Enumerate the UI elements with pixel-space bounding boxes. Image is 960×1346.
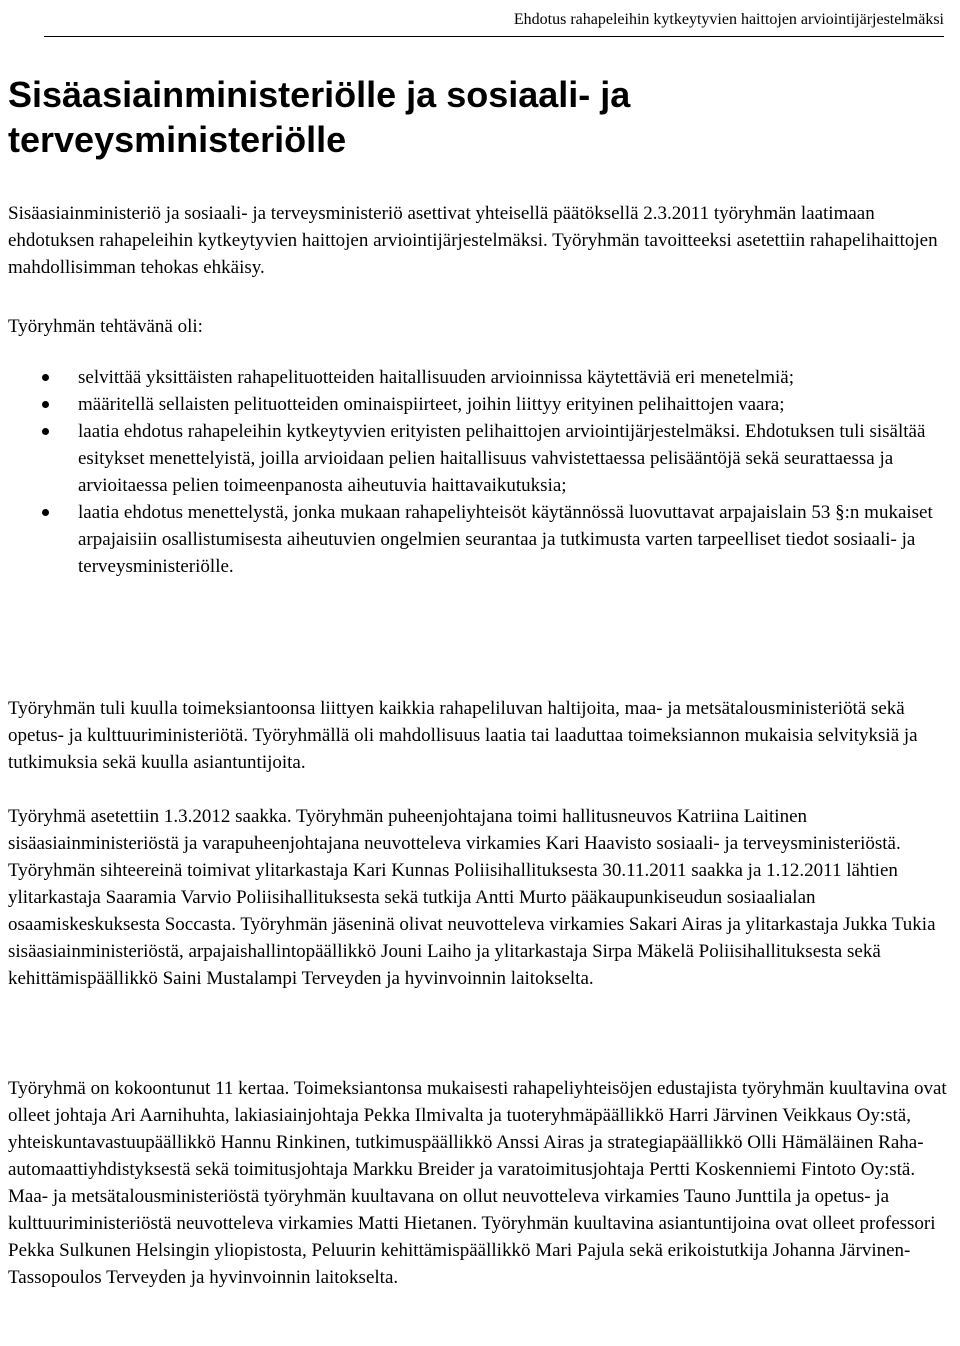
bullet-icon	[42, 509, 49, 516]
task-text: selvittää yksittäisten rahapelituotteiden haitallisuuden arvioinnissa käytettäviä eri menetelmiä;	[78, 367, 794, 388]
running-header: Ehdotus rahapeleihin kytkeytyvien haittojen arviointijärjestelmäksi	[44, 8, 944, 37]
list-item	[0, 391, 948, 418]
bullet-icon	[42, 401, 49, 408]
list-item	[0, 418, 948, 499]
intro-paragraph: Sisäasiainministeriö ja sosiaali- ja terveysministeriö asettivat yhteisellä päätöksellä 2.3.2011 työryhmän laatimaan ehdotuksen rahapeleihin kytkeytyvien haittojen arviointijärjestelmäksi. Työryhmän tavoitteeksi asetettiin rahapelihaittojen mahdollisimman tehokas ehkäisy.	[8, 203, 938, 278]
tasks-lead: Työryhmän tehtävänä oli:	[8, 316, 203, 337]
meetings-paragraph: Työryhmä on kokoontunut 11 kertaa. Toimeksiantonsa mukaisesti rahapeliyhteisöjen edustajista työryhmän kuultavina ovat olleet johtaja Ari Aarnihuhta, lakiasiainjohtaja Pekka Ilmivalta ja tuoteryhmäpäällikkö Harri Järvinen Veikkaus Oy:stä, yhteiskuntavastuupäällikkö Hannu Rinkinen, tutkimuspäällikkö Anssi Airas ja strategiapäällikkö Olli Hämäläinen Raha-automaattiyhdistyksestä sekä toimitusjohtaja Markku Breider ja varatoimitusjohtaja Pertti Koskenniemi Fintoto Oy:stä. Maa- ja metsätalousministeriöstä työryhmän kuultavana on ollut neuvotteleva virkamies Tauno Junttila ja opetus- ja kulttuuriministeriöstä neuvotteleva virkamies Matti Hietanen. Työryhmän kuultavina asiantuntijoina ovat olleet professori Pekka Sulkunen Helsingin yliopistosta, Peluurin kehittämispäällikkö Mari Pajula sekä erikoistutkija Johanna Järvinen-Tassopoulos Terveyden ja hyvinvoinnin laitokselta.	[8, 1078, 947, 1288]
page-title: Sisäasiainministeriölle ja sosiaali- ja terveysministeriölle	[8, 74, 631, 160]
list-item	[0, 364, 948, 391]
consultation-paragraph: Työryhmän tuli kuulla toimeksiantoonsa liittyen kaikkia rahapeliluvan haltijoita, maa- ja metsätalousministeriötä sekä opetus- ja kulttuuriministeriötä. Työryhmällä oli mahdollisuus laatia tai laaduttaa toimeksiannon mukaisia selvityksiä ja tutkimuksia sekä kuulla asiantuntijoita.	[8, 698, 918, 773]
task-text: määritellä sellaisten pelituotteiden ominaispiirteet, joihin liittyy erityinen pelihaittojen vaara;	[78, 394, 785, 415]
bullet-icon	[42, 428, 49, 435]
composition-paragraph: Työryhmä asetettiin 1.3.2012 saakka. Työryhmän puheenjohtajana toimi hallitusneuvos Katriina Laitinen sisäasiainministeriöstä ja varapuheenjohtajana neuvotteleva virkamies Kari Haavisto sosiaali- ja terveysministeriöstä. Työryhmän sihteereinä toimivat ylitarkastaja Kari Kunnas Poliisihallituksesta 30.11.2011 saakka ja 1.12.2011 lähtien ylitarkastaja Saaramia Varvio Poliisihallituksesta sekä tutkija Antti Murto pääkaupunkiseudun sosiaalialan osaamiskeskuksesta Soccasta. Työryhmän jäseninä olivat neuvotteleva virkamies Sakari Airas ja ylitarkastaja Jukka Tukia sisäasiainministeriöstä, arpajaishallintopäällikkö Jouni Laiho ja ylitarkastaja Sirpa Mäkelä Poliisihallituksesta sekä kehittämispäällikkö Saini Mustalampi Terveyden ja hyvinvoinnin laitokselta.	[8, 806, 936, 989]
bullet-icon	[42, 374, 49, 381]
list-item	[0, 499, 948, 580]
task-list	[0, 364, 948, 580]
task-text: laatia ehdotus rahapeleihin kytkeytyvien erityisten pelihaittojen arviointijärjestelmäksi. Ehdotuksen tuli sisältää esitykset menettelyistä, joilla arvioidaan pelien haitallisuus vahvistettaessa pelisääntöjä sekä seurattaessa ja arvioitaessa pelien toimeenpanosta aiheutuvia haittavaikutuksia;	[78, 421, 926, 496]
task-text: laatia ehdotus menettelystä, jonka mukaan rahapeliyhteisöt käytännössä luovuttavat arpajaislain 53 §:n mukaiset arpajaisiin osallistumisesta aiheutuvien ongelmien seurantaa ja tutkimusta varten tarpeelliset tiedot sosiaali- ja terveysministeriölle.	[78, 502, 933, 577]
